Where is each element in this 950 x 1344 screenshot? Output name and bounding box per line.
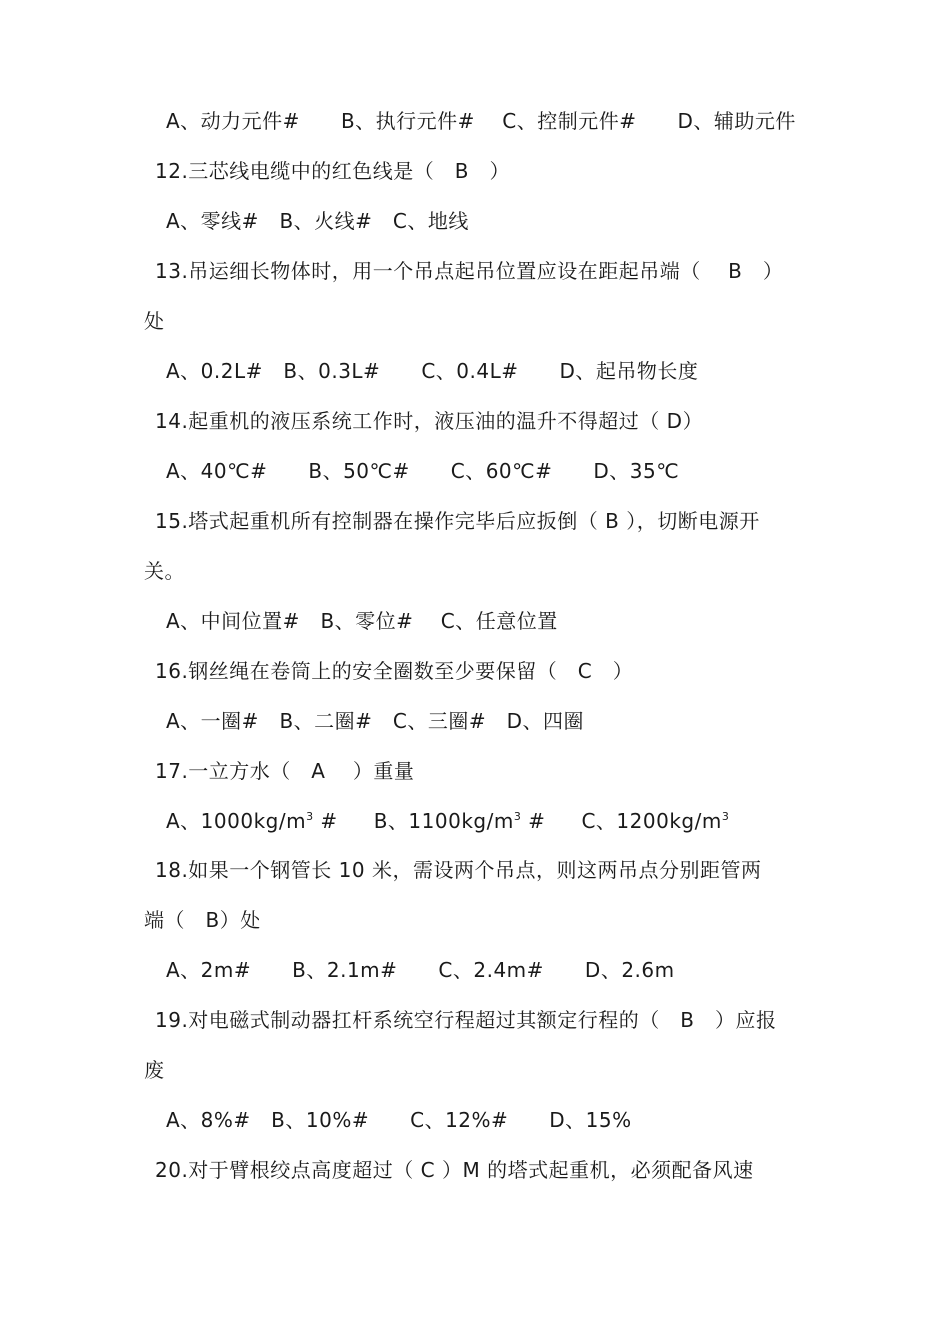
question-17: 17.一立方水（ A ）重量 [155,759,415,783]
option-17-b-superscript: 3 [513,810,522,823]
options-q16: A、一圈# B、二圈# C、三圈# D、四圈 [166,709,585,733]
option-17-b-tail: # [521,809,546,833]
option-17-a: A、1000kg/m [166,809,307,833]
question-19: 19.对电磁式制动器扛杆系统空行程超过其额定行程的（ B ）应报 [155,1008,777,1032]
options-q11: A、动力元件# B、执行元件# C、控制元件# D、辅助元件 [166,109,796,133]
options-q12: A、零线# B、火线# C、地线 [166,209,469,233]
options-q14: A、40℃# B、50℃# C、60℃# D、35℃ [166,459,680,483]
option-17-b: B、1100kg/m [373,809,514,833]
options-q13: A、0.2L# B、0.3L# C、0.4L# D、起吊物长度 [166,359,699,383]
question-13-continuation: 处 [144,309,165,333]
question-15: 15.塔式起重机所有控制器在操作完毕后应扳倒（ B ），切断电源开 [155,509,760,533]
question-15-continuation: 关。 [144,559,185,583]
options-q17 [166,808,729,834]
option-17-a-superscript: 3 [306,810,314,823]
question-18-continuation: 端（ B）处 [144,908,261,932]
question-12: 12.三芯线电缆中的红色线是（ B ） [155,159,511,183]
question-13: 13.吊运细长物体时，用一个吊点起吊位置应设在距起吊端（ B ） [155,259,784,283]
options-q18: A、2m# B、2.1m# C、2.4m# D、2.6m [166,958,675,982]
question-20: 20.对于臂根绞点高度超过（ C ）M 的塔式起重机，必须配备风速 [155,1158,754,1182]
option-17-c-superscript: 3 [721,810,730,823]
question-18: 18.如果一个钢管长 10 米，需设两个吊点，则这两吊点分别距管两 [155,858,762,882]
question-16: 16.钢丝绳在卷筒上的安全圈数至少要保留（ C ） [155,659,634,683]
question-14: 14.起重机的液压系统工作时，液压油的温升不得超过（ D） [155,409,704,433]
options-q15: A、中间位置# B、零位# C、任意位置 [166,609,558,633]
option-17-c: C、1200kg/m [581,809,722,833]
question-19-continuation: 废 [144,1058,165,1082]
option-17-a-tail: # [313,809,338,833]
options-q19: A、8%# B、10%# C、12%# D、15% [166,1108,632,1132]
